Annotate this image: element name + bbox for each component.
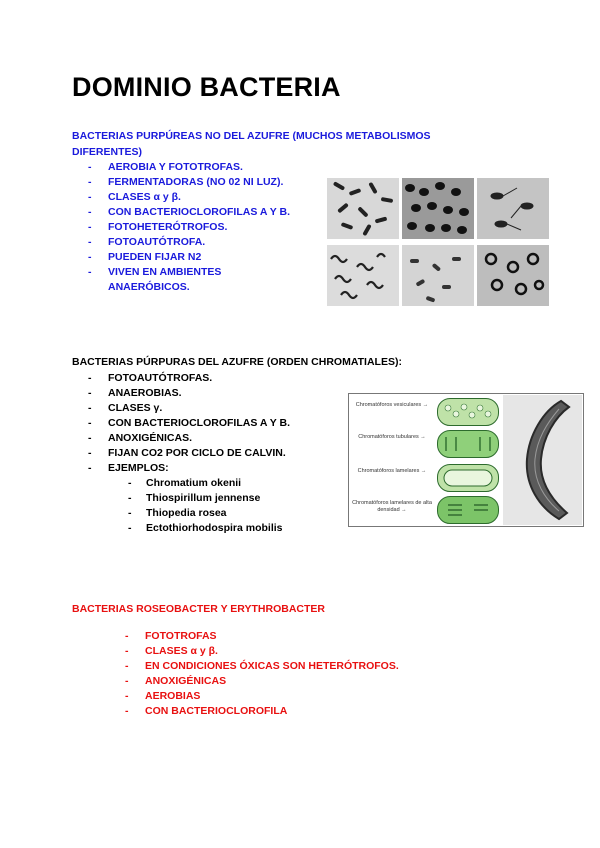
list-item: - ANAEROBIAS. bbox=[88, 387, 182, 399]
list-item: - FERMENTADORAS (NO 02 NI LUZ). bbox=[88, 176, 284, 188]
list-item: - AEROBIAS bbox=[125, 690, 201, 702]
page-title: DOMINIO BACTERIA bbox=[72, 72, 341, 102]
section1-heading-line1: BACTERIAS PURPÚREAS NO DEL AZUFRE (MUCHOS METABOLISMOS bbox=[72, 130, 431, 142]
example-item: - Ectothiorhodospira mobilis bbox=[128, 522, 283, 534]
list-item: - FOTOAUTÓTROFA. bbox=[88, 236, 206, 248]
cell-lamellar bbox=[437, 464, 499, 492]
section2-heading: BACTERIAS PÚRPURAS DEL AZUFRE (ORDEN CHROMATIALES): bbox=[72, 356, 402, 368]
example-item: - Chromatium okenii bbox=[128, 477, 242, 489]
diagram-label: Chromatóforos lamelares de alta densidad → bbox=[352, 500, 432, 513]
section3-list bbox=[125, 629, 399, 719]
list-item: - AEROBIA Y FOTOTROFAS. bbox=[88, 161, 243, 173]
list-item: - CLASES α y β. bbox=[125, 645, 218, 657]
example-item: - Thiopedia rosea bbox=[128, 507, 227, 519]
micrograph-rods bbox=[327, 178, 399, 239]
list-item: - CLASES γ. bbox=[88, 402, 163, 414]
section2-list bbox=[88, 371, 290, 536]
micrograph-cocci bbox=[402, 178, 474, 239]
section1-heading bbox=[72, 128, 431, 160]
list-item: - CON BACTERIOCLOROFILAS A Y B. bbox=[88, 206, 291, 218]
list-item: - FOTOTROFAS bbox=[125, 630, 217, 642]
list-item: - CON BACTERIOCLOROFILA bbox=[125, 705, 288, 717]
list-item: - ANOXIGÉNICAS bbox=[125, 675, 227, 687]
list-item: ANAERÓBICOS. bbox=[108, 281, 190, 293]
cell-tubular bbox=[437, 430, 499, 458]
cell-lamellar-dense bbox=[437, 496, 499, 524]
list-item: - ANOXIGÉNICAS. bbox=[88, 432, 193, 444]
list-item: - FOTOHETERÓTROFOS. bbox=[88, 221, 228, 233]
section3-heading: BACTERIAS ROSEOBACTER Y ERYTHROBACTER bbox=[72, 603, 325, 615]
electron-micrograph bbox=[503, 395, 582, 525]
bacteria-micrograph-grid bbox=[327, 178, 549, 308]
cell-vesicular bbox=[437, 398, 499, 426]
list-item: - EN CONDICIONES ÓXICAS SON HETERÓTROFOS. bbox=[125, 660, 399, 672]
micrograph-rings bbox=[477, 245, 549, 306]
list-item: - PUEDEN FIJAR N2 bbox=[88, 251, 202, 263]
chromatophore-diagram bbox=[348, 393, 584, 527]
list-item: - EJEMPLOS: - Chromatium okenii - Thiospirillum jennense - Thiopedia rosea - Ectothiorhodospira mobilis bbox=[88, 461, 290, 536]
micrograph-spirals bbox=[327, 245, 399, 306]
example-item: - Thiospirillum jennense bbox=[128, 492, 261, 504]
examples-list bbox=[128, 476, 290, 536]
micrograph-short-rods bbox=[402, 245, 474, 306]
micrograph-stalked bbox=[477, 178, 549, 239]
diagram-label: Chromatóforos vesiculares → bbox=[355, 402, 429, 408]
section1-heading-line2: DIFERENTES) bbox=[72, 146, 143, 158]
diagram-label: Chromatóforos tubulares → bbox=[358, 434, 426, 440]
list-item: - CLASES α y β. bbox=[88, 191, 181, 203]
list-item: - FIJAN CO2 POR CICLO DE CALVIN. bbox=[88, 447, 286, 459]
section1-list bbox=[88, 160, 290, 295]
list-item: - VIVEN EN AMBIENTES bbox=[88, 266, 222, 278]
list-item: - CON BACTERIOCLOROFILAS A Y B. bbox=[88, 417, 291, 429]
diagram-label: Chromatóforos lamelares → bbox=[357, 468, 427, 474]
list-item: - FOTOAUTÓTROFAS. bbox=[88, 372, 213, 384]
